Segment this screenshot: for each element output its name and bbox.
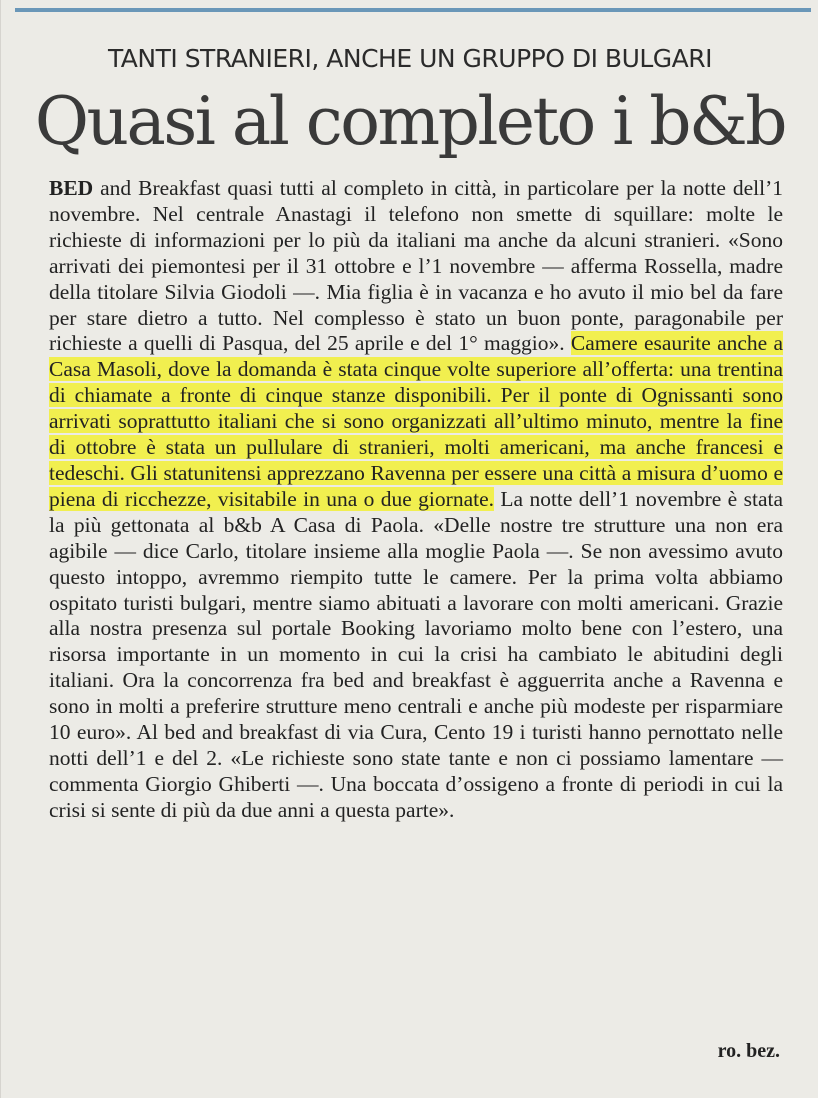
headline: Quasi al completo i b&b bbox=[34, 83, 786, 160]
text-after-highlight: La notte dell’1 novembre è stata la più gettonata al b&b A Casa di Paola. «Delle nostre tre strutture una non era agibile — dice Carlo, titolare insieme alla moglie Paola —. Se non avessimo avuto questo intoppo, avremmo riempito tutte le camere. Per la prima volta abbiamo ospitato turisti bulgari, mentre siamo abituati a lavorare con molti americani. Grazie alla nostra presenza sul portale Booking lavoriamo molto bene con l’estero, una risorsa importante in un momento in cui la crisi ha cambiato le abitudini degli italiani. Ora la concorrenza fra bed and breakfast è agguerrita anche a Ravenna e sono in molti a preferire strutture meno centrali e anche più modeste per risparmiare 10 euro». Al bed and breakfast di via Cura, Cento 19 i turisti hanno pernottato nelle notti dell’1 e del 2. «Le richieste sono state tante e non ci possiamo lamentare — commenta Giorgio Ghiberti —. Una boccata d’ossigeno a fronte di periodi in cui la crisi si sente di più da due anni a questa parte». bbox=[49, 486, 783, 822]
text-before-highlight: and Breakfast quasi tutti al completo in città, in particolare per la notte dell’1 novembre. Nel centrale Anastagi il telefono non smette di squillare: molte le richieste di informazioni per lo più da italiani ma anche da alcuni stranieri. «Sono arrivati dei piemontesi per il 31 ottobre e l’1 novembre — afferma Rossella, madre della titolare Silvia Giodoli —. Mia figlia è in vacanza e ho avuto il mio bel da fare per stare dietro a tutto. Nel complesso è stato un buon ponte, paragonabile per richieste a quelli di Pasqua, del 25 aprile e del 1° maggio». bbox=[49, 176, 783, 356]
top-rule bbox=[15, 8, 811, 12]
kicker: TANTI STRANIERI, ANCHE UN GRUPPO DI BULGARI bbox=[107, 44, 713, 73]
article-body bbox=[49, 176, 783, 824]
highlighted-passage: Camere esaurite anche a Casa Masoli, dove la domanda è stata cinque volte superiore all’offerta: una trentina di chiamate a fronte di cinque stanze disponibili. Per il ponte di Ognissanti sono arrivati soprattutto italiani che si sono organizzati all’ultimo minuto, mentre la fine di ottobre è stata un pullulare di stranieri, molti americani, ma anche francesi e tedeschi. Gli statunitensi apprezzano Ravenna per essere una città a misura d’uomo e piena di ricchezze, visitabile in una o due giornate. bbox=[49, 331, 783, 511]
article-paragraph bbox=[49, 176, 783, 824]
author-signature: ro. bez. bbox=[717, 1040, 780, 1062]
lead-word: BED bbox=[49, 176, 94, 200]
